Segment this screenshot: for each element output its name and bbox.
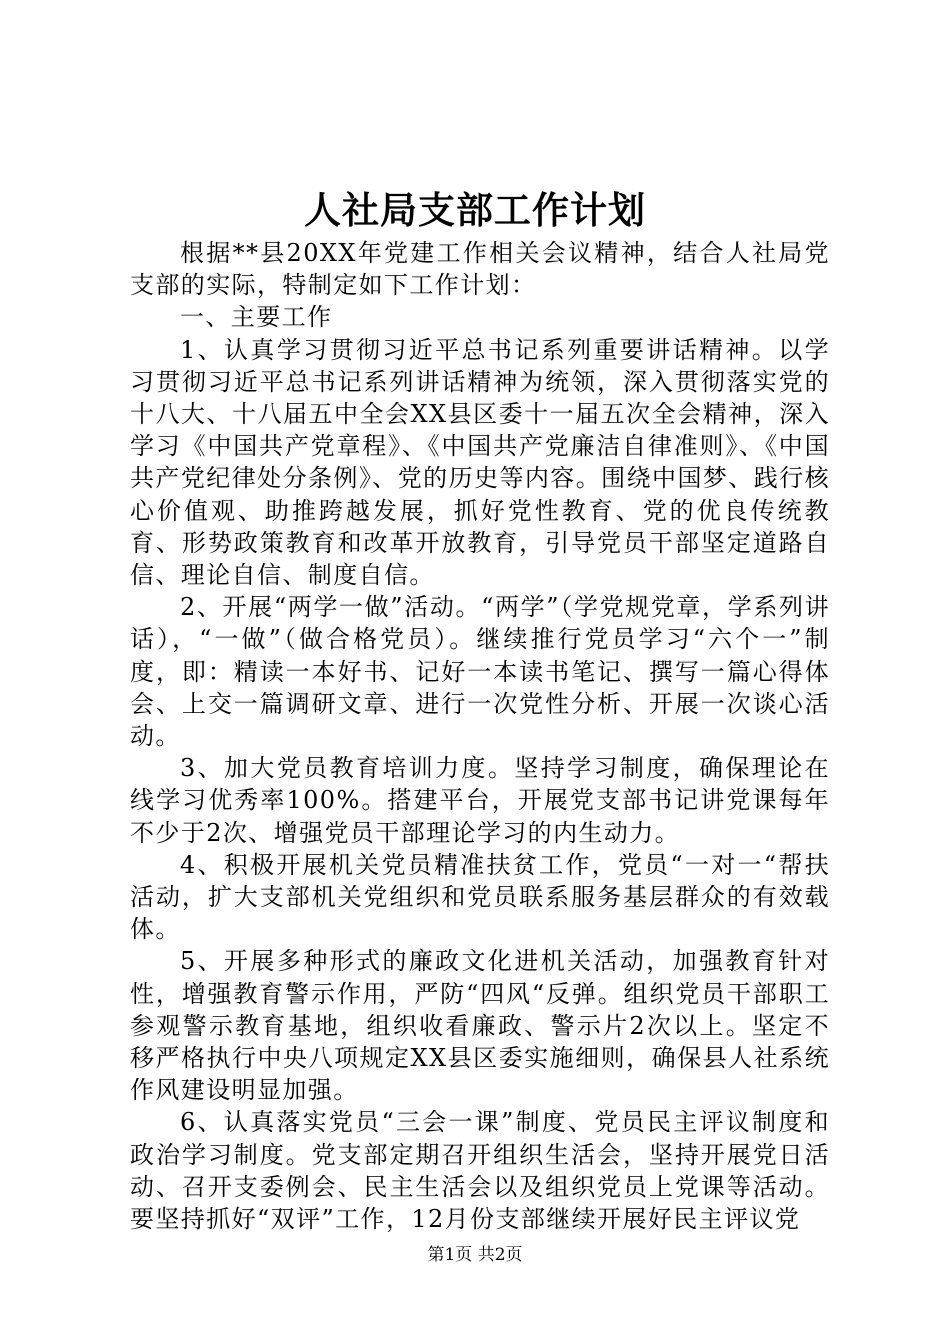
item-paragraph-6: 6、认真落实党员“三会一课”制度、党员民主评议制度和政治学习制度。党支部定期召开组织生活会，坚持开展党日活动、召开支委例会、民主生活会以及组织党员上党课等活动。要坚持抓好“双评”工作，12月份支部继续开展好民主评议党	[130, 1108, 830, 1234]
page-number-footer: 第1页 共2页	[427, 1245, 523, 1265]
intro-paragraph: 根据**县20XX年党建工作相关会议精神，结合人社局党支部的实际，特制定如下工作计划：	[130, 239, 830, 300]
document-body	[130, 237, 830, 1235]
item-paragraph-4: 4、积极开展机关党员精准扶贫工作，党员“一对一“帮扶活动，扩大支部机关党组织和党员联系服务基层群众的有效载体。	[130, 850, 830, 944]
item-paragraph-2: 2、开展“两学一做”活动。“两学”（学党规党章，学系列讲话），“一做”（做合格党员）。继续推行党员学习“六个一”制度，即：精读一本好书、记好一本读书笔记、撰写一篇心得体会、上交一篇调研文章、进行一次党性分析、开展一次谈心活动。	[130, 593, 830, 751]
item-paragraph-1: 1、认真学习贯彻习近平总书记系列重要讲话精神。以学习贯彻习近平总书记系列讲话精神为统领，深入贯彻落实党的十八大、十八届五中全会XX县区委十一届五次全会精神，深入学习《中国共产党章程》、《中国共产党廉洁自律准则》、《中国共产党纪律处分条例》、党的历史等内容。围绕中国梦、践行核心价值观、助推跨越发展，抓好党性教育、党的优良传统教育、形势政策教育和改革开放教育，引导党员干部坚定道路自信、理论自信、制度自信。	[130, 335, 830, 590]
item-paragraph-3: 3、加大党员教育培训力度。坚持学习制度，确保理论在线学习优秀率100%。搭建平台，开展党支部书记讲党课每年不少于2次、增强党员干部理论学习的内生动力。	[130, 754, 830, 847]
item-paragraph-5: 5、开展多种形式的廉政文化进机关活动，加强教育针对性，增强教育警示作用，严防“四风“反弹。组织党员干部职工参观警示教育基地，组织收看廉政、警示片2次以上。坚定不移严格执行中央八项规定XX县区委实施细则，确保县人社系统作风建设明显加强。	[130, 947, 830, 1105]
section-heading: 一、主要工作	[180, 303, 333, 332]
document-title: 人社局支部工作计划	[304, 188, 646, 232]
